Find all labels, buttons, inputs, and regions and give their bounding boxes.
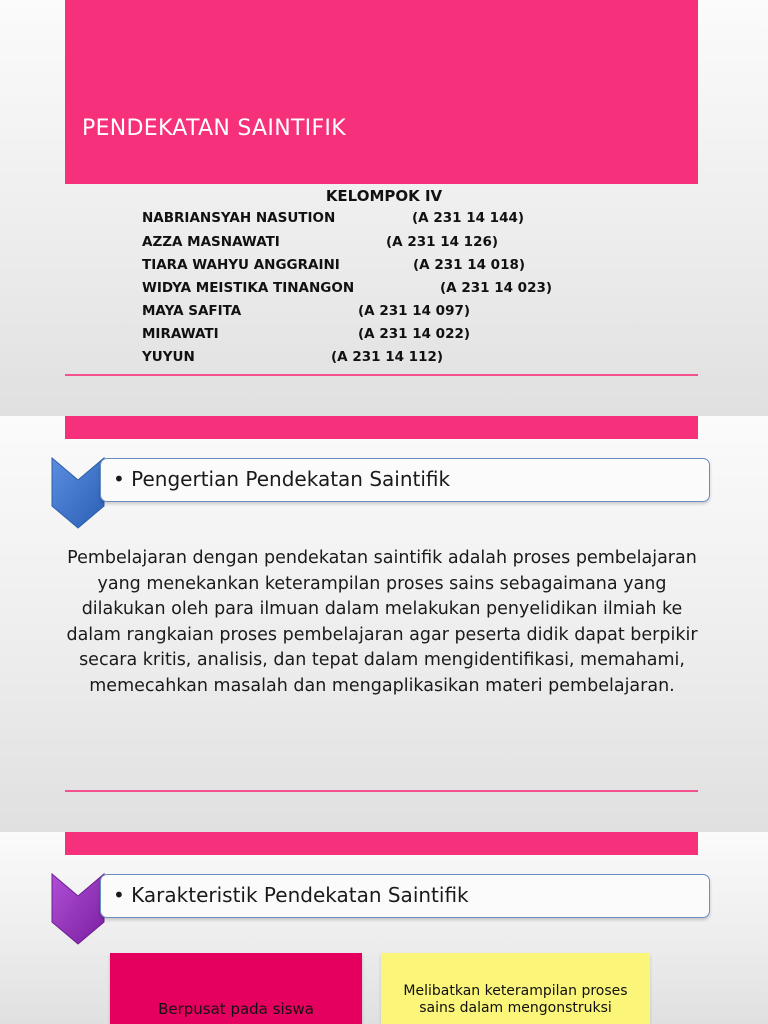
divider-line — [65, 374, 698, 376]
member-name: AZZA MASNAWATI — [142, 234, 280, 250]
member-name: WIDYA MEISTIKA TINANGON — [142, 280, 355, 296]
member-row — [142, 234, 702, 256]
top-accent-bar — [65, 416, 698, 439]
characteristic-box-student-centered — [110, 953, 362, 1024]
slide-title — [0, 0, 768, 416]
member-row — [142, 210, 702, 232]
slide-title-text: PENDEKATAN SAINTIFIK — [82, 116, 346, 141]
member-nim: (A 231 14 097) — [358, 303, 471, 319]
member-nim: (A 231 14 112) — [331, 349, 444, 365]
member-row — [142, 326, 702, 348]
characteristic-box-process-skills — [381, 953, 650, 1024]
member-name: YUYUN — [142, 349, 195, 365]
title-bar — [65, 0, 698, 184]
member-name: MIRAWATI — [142, 326, 219, 342]
definition-heading: • Pengertian Pendekatan Saintifik — [113, 467, 451, 491]
member-row — [142, 257, 702, 279]
member-name: TIARA WAHYU ANGGRAINI — [142, 257, 340, 273]
definition-heading-box — [100, 458, 710, 502]
characteristic-text: Melibatkan keterampilan proses sains dalam mengonstruksi — [403, 983, 628, 1016]
group-title: KELOMPOK IV — [325, 187, 443, 205]
member-nim: (A 231 14 023) — [440, 280, 553, 296]
member-nim: (A 231 14 144) — [412, 210, 525, 226]
member-name: MAYA SAFITA — [142, 303, 242, 319]
chevron-down-icon — [50, 456, 106, 530]
slide-characteristics — [0, 832, 768, 1024]
member-row — [142, 280, 702, 302]
member-nim: (A 231 14 022) — [358, 326, 471, 342]
definition-paragraph: Pembelajaran dengan pendekatan saintifik adalah proses pembelajaran yang menekankan keterampilan proses sains sebagaimana yang dilakukan oleh para ilmuan dalam melakukan penyelidikan ilmiah ke dalam rangkaian proses pembelajaran agar peserta didik dapat berpikir secara kritis, analisis, dan tepat dalam mengidentifikasi, memahami, memecahkan masalah dan mengaplikasikan materi pembelajaran. — [66, 548, 698, 696]
chevron-down-icon — [50, 872, 106, 946]
member-row — [142, 349, 702, 371]
member-nim: (A 231 14 126) — [386, 234, 499, 250]
top-accent-bar — [65, 832, 698, 855]
characteristics-heading: • Karakteristik Pendekatan Saintifik — [113, 883, 469, 907]
divider-line — [65, 790, 698, 792]
member-nim: (A 231 14 018) — [413, 257, 526, 273]
characteristic-text: Berpusat pada siswa — [158, 1000, 314, 1018]
member-name: NABRIANSYAH NASUTION — [142, 210, 336, 226]
member-row — [142, 303, 702, 325]
characteristics-heading-box — [100, 874, 710, 918]
slide-definition — [0, 416, 768, 832]
